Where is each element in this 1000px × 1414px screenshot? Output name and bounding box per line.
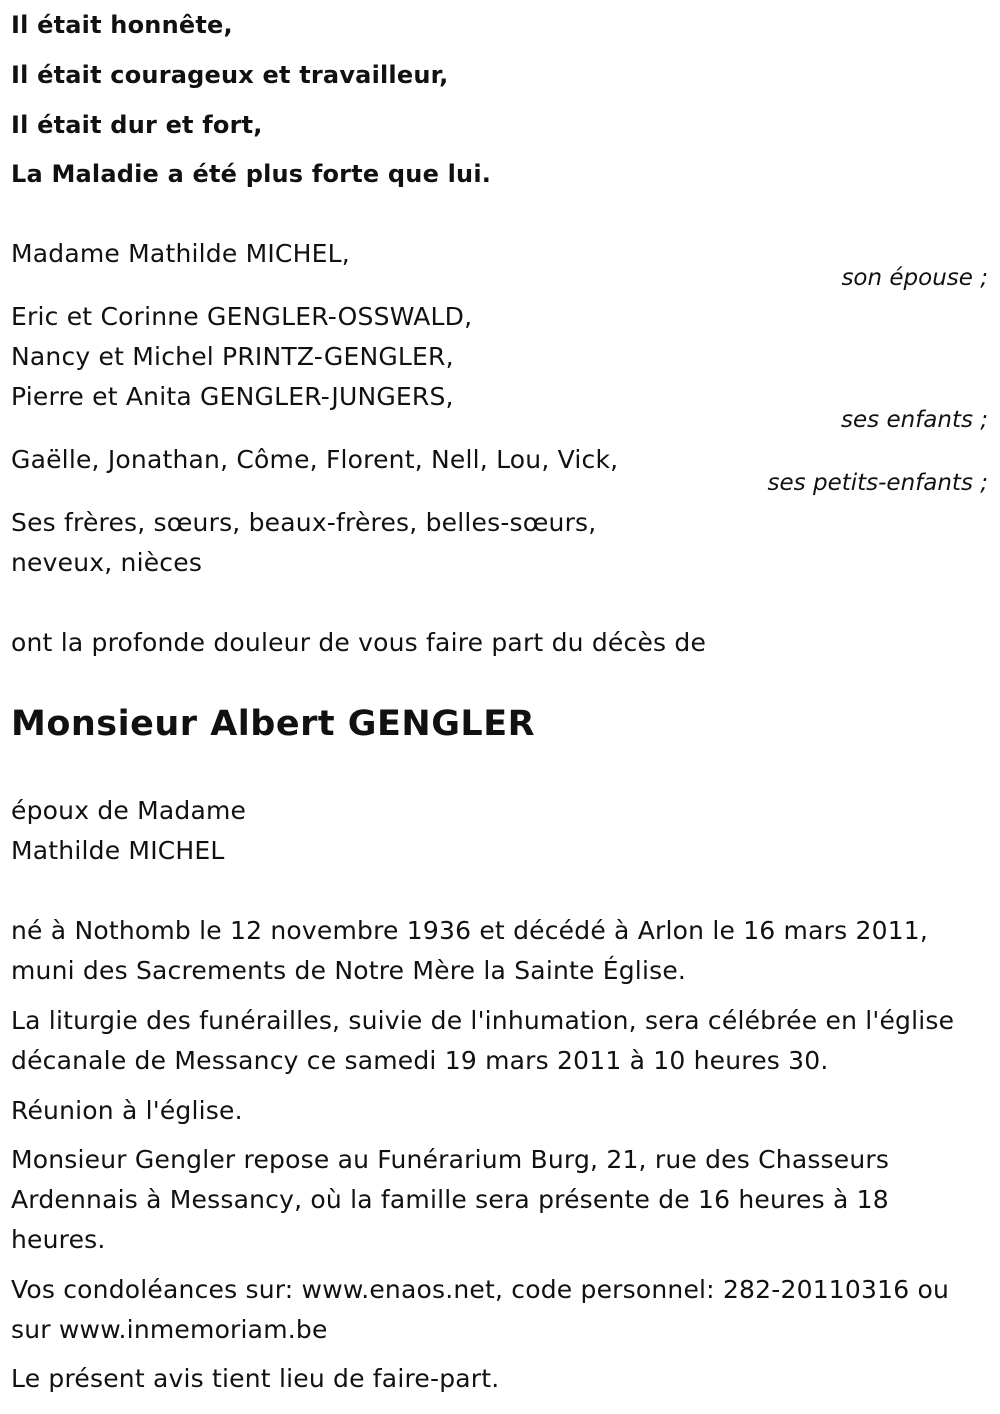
rest-line: Ardennais à Messancy, où la famille sera présente de 16 heures à 18 bbox=[11, 1185, 889, 1214]
relatives-line: Ses frères, sœurs, beaux-frères, belles-sœurs, bbox=[11, 508, 597, 537]
notice-line: Le présent avis tient lieu de faire-part. bbox=[11, 1364, 500, 1393]
children-role: ses enfants ; bbox=[841, 407, 988, 433]
child-line: Nancy et Michel PRINTZ-GENGLER, bbox=[11, 342, 454, 371]
announcement: ont la profonde douleur de vous faire part du décès de bbox=[11, 628, 707, 657]
grandchildren-line: Gaëlle, Jonathan, Côme, Florent, Nell, Lou, Vick, bbox=[11, 445, 619, 474]
deceased-name: Monsieur Albert GENGLER bbox=[11, 704, 536, 744]
condolences-line: Vos condoléances sur: www.enaos.net, code personnel: 282-20110316 ou bbox=[11, 1275, 950, 1304]
spouse-of-line: époux de Madame bbox=[11, 796, 247, 825]
poem-line: Il était courageux et travailleur, bbox=[11, 61, 449, 89]
spouse-of-line: Mathilde MICHEL bbox=[11, 836, 225, 865]
condolences-line: sur www.inmemoriam.be bbox=[11, 1315, 328, 1344]
birth-death-line: né à Nothomb le 12 novembre 1936 et décédé à Arlon le 16 mars 2011, bbox=[11, 916, 929, 945]
meeting-line: Réunion à l'église. bbox=[11, 1096, 243, 1125]
relatives-line: neveux, nièces bbox=[11, 548, 203, 577]
rest-line: Monsieur Gengler repose au Funérarium Burg, 21, rue des Chasseurs bbox=[11, 1145, 890, 1174]
spouse-name: Madame Mathilde MICHEL, bbox=[11, 239, 350, 268]
poem-line: La Maladie a été plus forte que lui. bbox=[11, 160, 492, 188]
poem-line: Il était dur et fort, bbox=[11, 111, 263, 139]
spouse-role: son épouse ; bbox=[841, 265, 988, 291]
poem-line: Il était honnête, bbox=[11, 11, 233, 39]
child-line: Eric et Corinne GENGLER-OSSWALD, bbox=[11, 302, 473, 331]
funeral-line: La liturgie des funérailles, suivie de l'inhumation, sera célébrée en l'église bbox=[11, 1006, 955, 1035]
rest-line: heures. bbox=[11, 1225, 106, 1254]
grandchildren-role: ses petits-enfants ; bbox=[767, 470, 988, 496]
funeral-line: décanale de Messancy ce samedi 19 mars 2011 à 10 heures 30. bbox=[11, 1046, 829, 1075]
birth-death-line: muni des Sacrements de Notre Mère la Sainte Église. bbox=[11, 956, 687, 985]
child-line: Pierre et Anita GENGLER-JUNGERS, bbox=[11, 382, 454, 411]
